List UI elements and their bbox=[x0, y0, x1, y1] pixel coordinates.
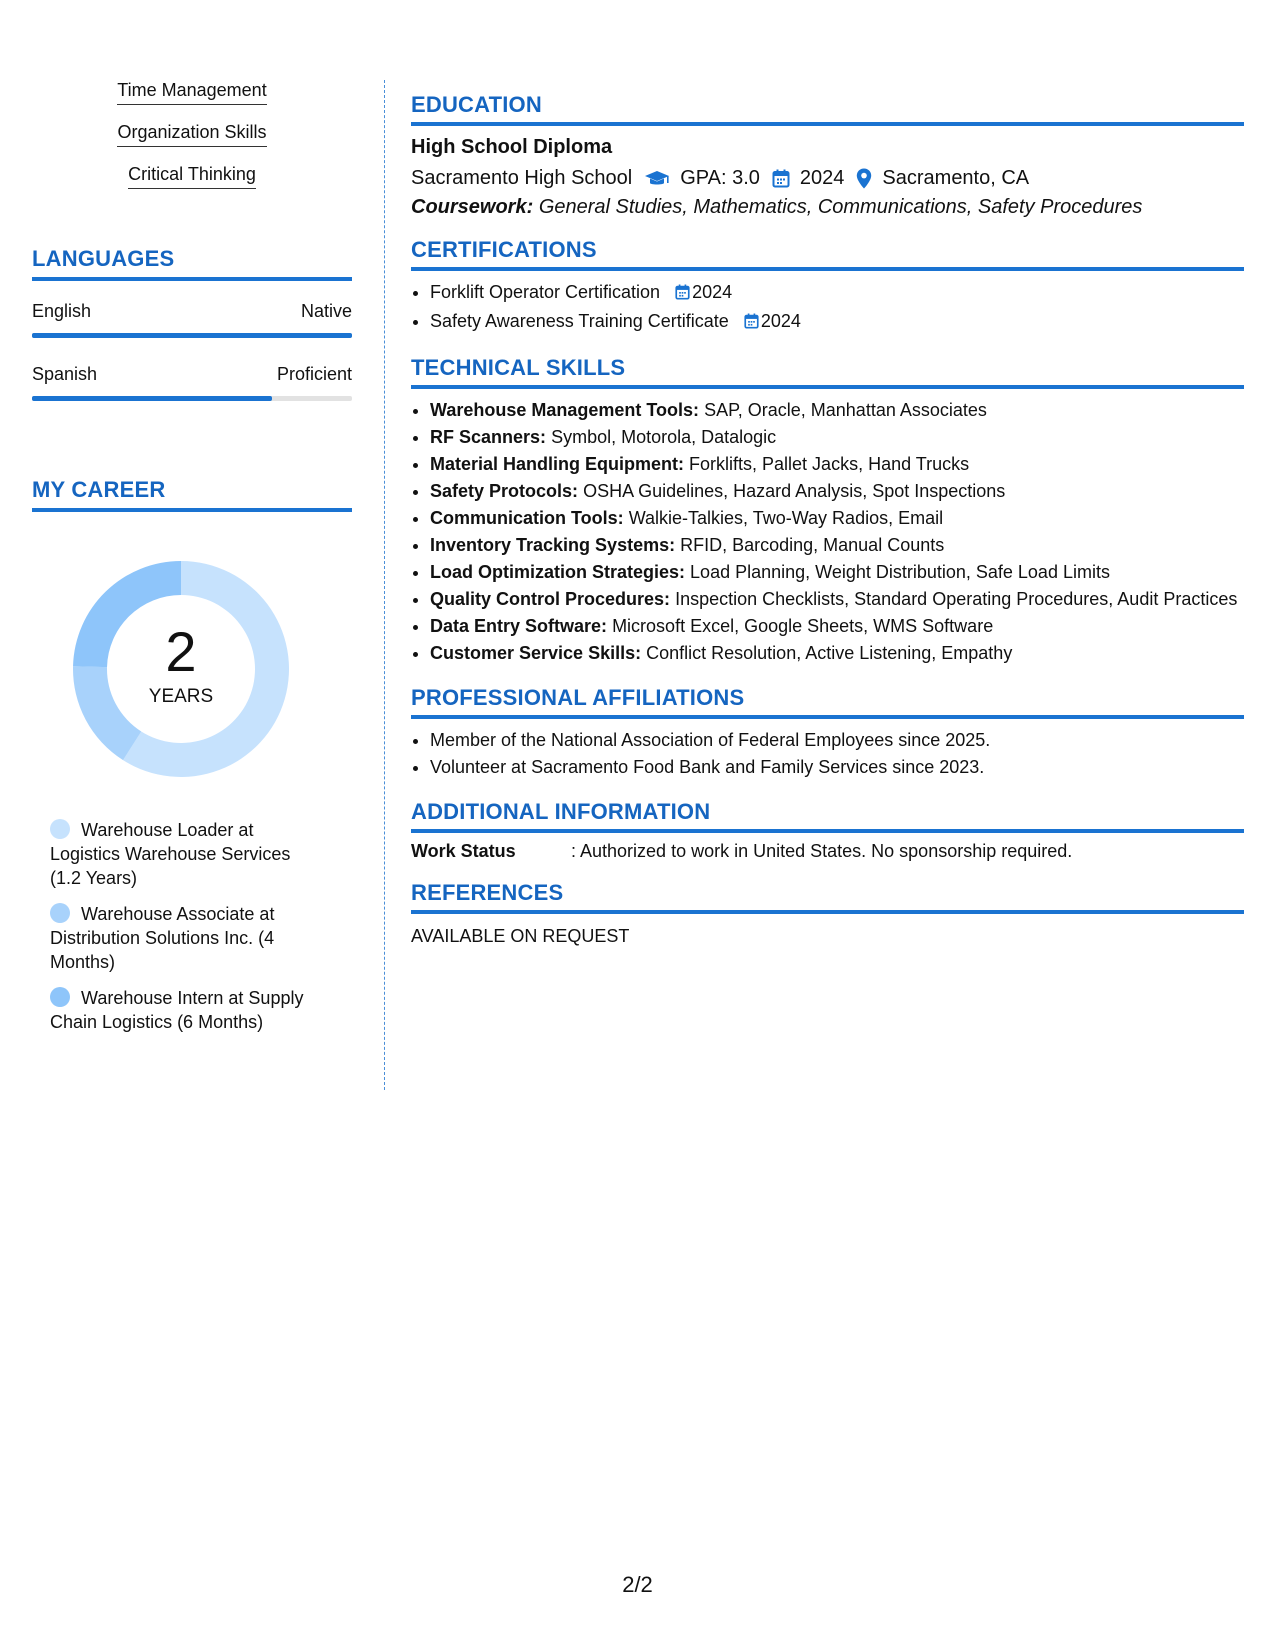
language-bar bbox=[32, 333, 352, 338]
language-entry bbox=[32, 301, 352, 338]
certification-item bbox=[430, 308, 1244, 337]
technical-skill-label: Quality Control Procedures: bbox=[430, 589, 671, 609]
certification-item bbox=[430, 279, 1244, 308]
technical-skills-list bbox=[411, 397, 1244, 667]
column-divider bbox=[384, 80, 385, 1090]
career-legend-label: Warehouse Intern at Supply Chain Logistics (6 Months) bbox=[50, 988, 304, 1032]
affiliations-section bbox=[411, 685, 1244, 781]
legend-dot bbox=[50, 987, 70, 1007]
certification-year: 2024 bbox=[760, 311, 801, 331]
languages-title: LANGUAGES bbox=[32, 246, 352, 281]
technical-skill-value: RFID, Barcoding, Manual Counts bbox=[680, 535, 945, 555]
skill-item: Time Management bbox=[117, 80, 266, 105]
career-total-value: 2 bbox=[165, 620, 197, 683]
career-legend-label: Warehouse Loader at Logistics Warehouse Services (1.2 Years) bbox=[50, 820, 291, 888]
career-title: MY CAREER bbox=[32, 477, 352, 512]
education-location: Sacramento, CA bbox=[882, 167, 1030, 189]
technical-skill-label: RF Scanners: bbox=[430, 427, 547, 447]
skill-item: Critical Thinking bbox=[128, 164, 256, 189]
technical-skill-item bbox=[430, 505, 1244, 532]
language-bar-fill bbox=[32, 396, 272, 401]
career-section bbox=[32, 477, 352, 1034]
career-legend-item bbox=[50, 818, 320, 890]
certification-name: Safety Awareness Training Certificate bbox=[430, 311, 729, 331]
language-level: Native bbox=[300, 301, 352, 321]
technical-skill-item bbox=[430, 424, 1244, 451]
technical-skill-label: Data Entry Software: bbox=[430, 616, 608, 636]
additional-info-section bbox=[411, 799, 1244, 862]
technical-skills-section bbox=[411, 355, 1244, 667]
language-name: English bbox=[32, 301, 92, 321]
technical-skill-item bbox=[430, 640, 1244, 667]
technical-skills-title: TECHNICAL SKILLS bbox=[411, 355, 1244, 389]
technical-skill-label: Material Handling Equipment: bbox=[430, 454, 685, 474]
coursework bbox=[411, 196, 1244, 219]
technical-skill-item bbox=[430, 613, 1244, 640]
technical-skill-label: Customer Service Skills: bbox=[430, 643, 642, 663]
technical-skill-value: Forklifts, Pallet Jacks, Hand Trucks bbox=[689, 454, 970, 474]
affiliation-item: • Member of the National Association of Federal Employees since 2025. bbox=[430, 727, 1244, 754]
technical-skill-item bbox=[430, 397, 1244, 424]
technical-skill-label: Load Optimization Strategies: bbox=[430, 562, 686, 582]
career-legend-item bbox=[50, 986, 320, 1034]
technical-skill-value: Microsoft Excel, Google Sheets, WMS Software bbox=[612, 616, 994, 636]
calendar-icon bbox=[772, 169, 790, 188]
coursework-value: General Studies, Mathematics, Communications, Safety Procedures bbox=[538, 196, 1143, 218]
technical-skill-value: Walkie-Talkies, Two-Way Radios, Email bbox=[628, 508, 944, 528]
career-legend bbox=[50, 818, 320, 1034]
calendar-icon bbox=[744, 310, 759, 337]
calendar-icon bbox=[675, 281, 690, 308]
soft-skills-list bbox=[32, 80, 352, 206]
career-total-unit: YEARS bbox=[148, 686, 214, 707]
work-status-row bbox=[411, 841, 1244, 862]
language-entry bbox=[32, 364, 352, 401]
degree-title: High School Diploma bbox=[411, 136, 613, 158]
career-donut bbox=[66, 554, 296, 784]
technical-skill-item bbox=[430, 451, 1244, 478]
skill-item: Organization Skills bbox=[117, 122, 266, 147]
affiliation-item: • Volunteer at Sacramento Food Bank and Family Services since 2023. bbox=[430, 754, 1244, 781]
technical-skill-label: Warehouse Management Tools: bbox=[430, 400, 700, 420]
language-bar-fill bbox=[32, 333, 352, 338]
education-meta bbox=[411, 167, 1244, 190]
language-level: Proficient bbox=[276, 364, 352, 384]
affiliations-list bbox=[411, 727, 1244, 781]
education-title: EDUCATION bbox=[411, 92, 1244, 126]
language-name: Spanish bbox=[32, 364, 98, 384]
left-column bbox=[32, 80, 352, 1046]
technical-skill-value: Inspection Checklists, Standard Operating Procedures, Audit Practices bbox=[675, 589, 1238, 609]
additional-info-title: ADDITIONAL INFORMATION bbox=[411, 799, 1244, 833]
technical-skill-label: Communication Tools: bbox=[430, 508, 624, 528]
language-bar bbox=[32, 396, 352, 401]
technical-skill-value: SAP, Oracle, Manhattan Associates bbox=[704, 400, 987, 420]
coursework-label: Coursework: bbox=[411, 196, 534, 218]
technical-skill-label: Inventory Tracking Systems: bbox=[430, 535, 676, 555]
certifications-section bbox=[411, 237, 1244, 337]
references-section bbox=[411, 880, 1244, 947]
work-status-label: Work Status bbox=[411, 841, 516, 861]
certification-name: Forklift Operator Certification bbox=[430, 282, 661, 302]
certification-year: 2024 bbox=[692, 282, 733, 302]
work-status-value: : Authorized to work in United States. No sponsorship required. bbox=[571, 841, 1073, 861]
gpa: GPA: 3.0 bbox=[680, 167, 760, 189]
technical-skill-value: Symbol, Motorola, Datalogic bbox=[551, 427, 777, 447]
technical-skill-value: Conflict Resolution, Active Listening, Empathy bbox=[646, 643, 1013, 663]
right-column bbox=[411, 92, 1244, 965]
school-name: Sacramento High School bbox=[411, 167, 633, 189]
certifications-list bbox=[411, 279, 1244, 337]
certifications-title: CERTIFICATIONS bbox=[411, 237, 1244, 271]
education-section bbox=[411, 92, 1244, 219]
technical-skill-item bbox=[430, 559, 1244, 586]
technical-skill-item bbox=[430, 586, 1244, 613]
affiliations-title: PROFESSIONAL AFFILIATIONS bbox=[411, 685, 1244, 719]
map-pin-icon bbox=[856, 168, 872, 189]
technical-skill-item bbox=[430, 478, 1244, 505]
technical-skill-label: Safety Protocols: bbox=[430, 481, 579, 501]
legend-dot bbox=[50, 819, 70, 839]
education-year: 2024 bbox=[799, 167, 845, 189]
career-legend-item bbox=[50, 902, 320, 974]
technical-skill-value: Load Planning, Weight Distribution, Safe Load Limits bbox=[690, 562, 1110, 582]
page-number: 2/2 bbox=[622, 1572, 653, 1597]
technical-skill-item bbox=[430, 532, 1244, 559]
technical-skill-value: OSHA Guidelines, Hazard Analysis, Spot Inspections bbox=[583, 481, 1006, 501]
references-text: AVAILABLE ON REQUEST bbox=[411, 926, 630, 946]
references-title: REFERENCES bbox=[411, 880, 1244, 914]
legend-dot bbox=[50, 903, 70, 923]
languages-section bbox=[32, 246, 352, 401]
career-legend-label: Warehouse Associate at Distribution Solutions Inc. (4 Months) bbox=[50, 904, 275, 972]
graduation-cap-icon bbox=[644, 170, 670, 188]
